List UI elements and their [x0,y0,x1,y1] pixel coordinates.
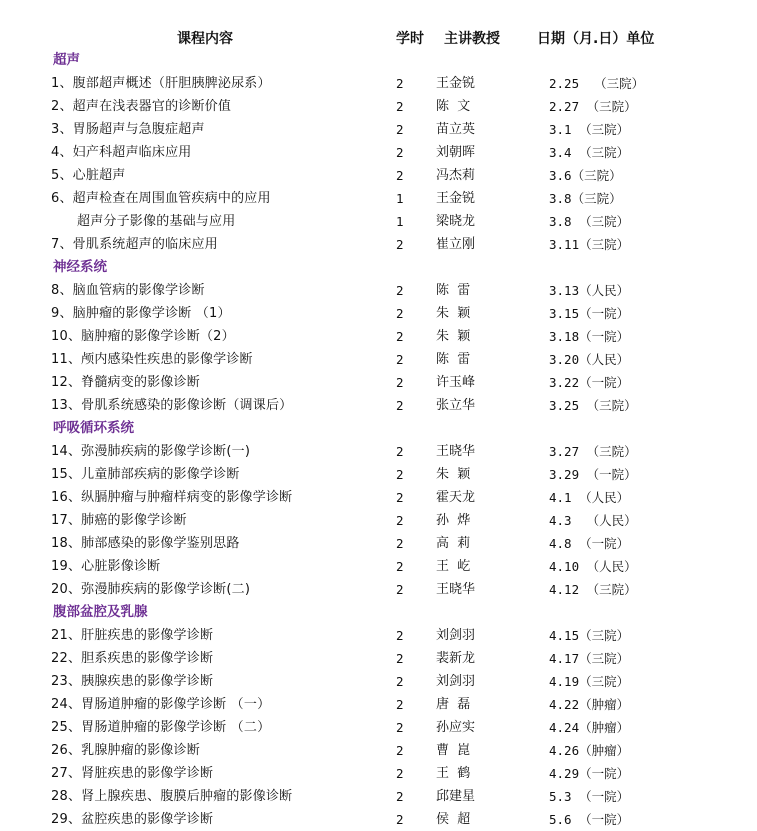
section-heading [0,256,757,279]
section-heading [0,601,757,624]
table-row [0,785,757,808]
course-title: 21、肝脏疾患的影像学诊断 [51,628,214,643]
course-hours: 2 [396,352,404,367]
course-title: 5、心脏超声 [51,168,126,183]
course-teacher: 王 屹 [436,559,471,574]
course-title: 17、肺癌的影像学诊断 [51,513,187,528]
course-title: 1、腹部超声概述（肝胆胰脾泌尿系） [51,76,271,91]
course-date: 3.13（人民） [549,283,630,298]
course-teacher: 侯 超 [436,812,471,827]
course-hours: 2 [396,651,404,666]
course-title: 2、超声在浅表器官的诊断价值 [51,99,232,114]
course-title: 3、胃肠超声与急腹症超声 [51,122,205,137]
course-date: 4.10 （人民） [549,559,637,574]
course-title: 8、脑血管病的影像学诊断 [51,283,205,298]
table-row [0,348,757,371]
table-row [0,279,757,302]
course-hours: 2 [396,76,404,91]
course-title: 9、脑肿瘤的影像学诊断 （1） [51,306,231,321]
course-title: 27、肾脏疾患的影像学诊断 [51,766,214,781]
course-title: 20、弥漫肺疾病的影像学诊断(二) [51,582,251,597]
table-row [0,463,757,486]
course-teacher: 朱 颖 [436,329,471,344]
course-teacher: 孙应实 [436,720,476,735]
table-row [0,509,757,532]
course-date: 4.26（肿瘤） [549,743,630,758]
course-title: 29、盆腔疾患的影像学诊断 [51,812,214,827]
course-teacher: 裴新龙 [436,651,476,666]
course-teacher: 王金锐 [436,76,476,91]
course-title: 15、儿童肺部疾病的影像学诊断 [51,467,240,482]
course-teacher: 曹 崑 [436,743,471,758]
course-teacher: 崔立刚 [436,237,476,252]
course-title: 超声分子影像的基础与应用 [77,214,236,229]
course-title: 7、骨肌系统超声的临床应用 [51,237,218,252]
table-row [0,578,757,601]
course-hours: 2 [396,145,404,160]
course-hours: 2 [396,283,404,298]
table-row [0,440,757,463]
table-row [0,647,757,670]
table-row [0,486,757,509]
course-title: 10、脑肿瘤的影像学诊断（2） [51,329,235,344]
course-teacher: 朱 颖 [436,306,471,321]
table-row [0,371,757,394]
table-row [0,95,757,118]
header-date-unit: 日期（月.日）单位 [537,31,655,47]
course-title: 26、乳腺肿瘤的影像诊断 [51,743,200,758]
table-row [0,210,757,233]
course-hours: 2 [396,697,404,712]
course-date: 3.25 （三院） [549,398,637,413]
course-hours: 2 [396,812,404,827]
course-date: 3.18（一院） [549,329,630,344]
course-teacher: 霍天龙 [436,490,476,505]
header-teacher: 主讲教授 [444,31,500,47]
course-hours: 2 [396,559,404,574]
header-course-content: 课程内容 [177,31,233,47]
course-date: 4.24（肿瘤） [549,720,630,735]
table-row [0,187,757,210]
course-date: 3.4 （三院） [549,145,630,160]
course-title: 13、骨肌系统感染的影像诊断（调课后） [51,398,293,413]
course-hours: 2 [396,444,404,459]
course-hours: 2 [396,513,404,528]
course-teacher: 刘剑羽 [436,674,476,689]
course-hours: 2 [396,789,404,804]
section-heading [0,49,757,72]
course-teacher: 梁晓龙 [436,214,476,229]
course-date: 4.19（三院） [549,674,630,689]
table-row [0,233,757,256]
course-date: 4.12 （三院） [549,582,637,597]
course-date: 3.11（三院） [549,237,630,252]
course-teacher: 王 鹤 [436,766,471,781]
course-date: 3.1 （三院） [549,122,630,137]
course-date: 3.29 （一院） [549,467,637,482]
course-hours: 2 [396,628,404,643]
course-teacher: 唐 磊 [436,697,471,712]
course-teacher: 孙 烨 [436,513,471,528]
course-date: 2.25 （三院） [549,76,645,91]
table-row [0,141,757,164]
table-row [0,624,757,647]
table-row [0,555,757,578]
course-teacher: 刘朝晖 [436,145,476,160]
table-row [0,739,757,762]
course-date: 3.22（一院） [549,375,630,390]
course-title: 6、超声检查在周围血管疾病中的应用 [51,191,271,206]
course-title: 22、胆系疾患的影像学诊断 [51,651,214,666]
course-title: 25、胃肠道肿瘤的影像学诊断 （二） [51,720,271,735]
table-row [0,693,757,716]
table-header [0,28,757,48]
course-hours: 2 [396,490,404,505]
course-teacher: 王晓华 [436,444,476,459]
course-hours: 2 [396,467,404,482]
course-hours: 2 [396,674,404,689]
course-title: 16、纵膈肿瘤与肿瘤样病变的影像学诊断 [51,490,293,505]
table-row [0,394,757,417]
course-teacher: 朱 颖 [436,467,471,482]
course-teacher: 陈 文 [436,99,471,114]
course-teacher: 高 莉 [436,536,471,551]
table-row [0,532,757,555]
table-row [0,302,757,325]
course-date: 4.8 （一院） [549,536,630,551]
table-row [0,118,757,141]
course-title: 24、胃肠道肿瘤的影像学诊断 （一） [51,697,271,712]
course-teacher: 王金锐 [436,191,476,206]
table-row [0,670,757,693]
course-hours: 2 [396,720,404,735]
section-title: 呼吸循环系统 [53,420,134,436]
course-date: 4.1 （人民） [549,490,630,505]
table-row [0,72,757,95]
course-date: 5.6 （一院） [549,812,630,827]
course-hours: 1 [396,191,404,206]
course-date: 3.8 （三院） [549,214,630,229]
course-teacher: 陈 雷 [436,352,471,367]
course-title: 4、妇产科超声临床应用 [51,145,192,160]
course-hours: 2 [396,306,404,321]
table-row [0,762,757,785]
course-hours: 2 [396,237,404,252]
course-date: 3.20（人民） [549,352,630,367]
course-hours: 2 [396,329,404,344]
course-teacher: 刘剑羽 [436,628,476,643]
section-title: 超声 [53,52,80,68]
course-date: 4.3 （人民） [549,513,637,528]
course-date: 3.15（一院） [549,306,630,321]
course-hours: 2 [396,536,404,551]
course-teacher: 王晓华 [436,582,476,597]
course-teacher: 张立华 [436,398,476,413]
course-title: 28、肾上腺疾患、腹膜后肿瘤的影像诊断 [51,789,293,804]
course-schedule [0,49,757,831]
course-teacher: 冯杰莉 [436,168,476,183]
table-row [0,325,757,348]
header-hours: 学时 [396,31,424,47]
course-hours: 2 [396,168,404,183]
course-hours: 2 [396,375,404,390]
course-hours: 2 [396,99,404,114]
course-date: 5.3 （一院） [549,789,630,804]
course-teacher: 陈 雷 [436,283,471,298]
course-date: 3.27 （三院） [549,444,637,459]
table-row [0,164,757,187]
course-date: 3.6（三院） [549,168,622,183]
course-teacher: 邱建星 [436,789,476,804]
course-date: 4.22（肿瘤） [549,697,630,712]
section-title: 腹部盆腔及乳腺 [53,604,148,620]
course-hours: 2 [396,122,404,137]
course-hours: 2 [396,582,404,597]
course-hours: 2 [396,766,404,781]
course-title: 19、心脏影像诊断 [51,559,161,574]
course-hours: 2 [396,743,404,758]
course-date: 4.29（一院） [549,766,630,781]
section-heading [0,417,757,440]
course-title: 12、脊髓病变的影像诊断 [51,375,200,390]
course-title: 23、胰腺疾患的影像学诊断 [51,674,214,689]
course-date: 4.17（三院） [549,651,630,666]
course-date: 3.8（三院） [549,191,622,206]
course-teacher: 苗立英 [436,122,476,137]
course-date: 2.27 （三院） [549,99,637,114]
section-title: 神经系统 [53,259,107,275]
course-teacher: 许玉峰 [436,375,476,390]
course-hours: 2 [396,398,404,413]
course-title: 11、颅内感染性疾患的影像学诊断 [51,352,253,367]
course-title: 18、肺部感染的影像学鉴别思路 [51,536,240,551]
table-row [0,716,757,739]
course-hours: 1 [396,214,404,229]
course-title: 14、弥漫肺疾病的影像学诊断(一) [51,444,251,459]
course-date: 4.15（三院） [549,628,630,643]
